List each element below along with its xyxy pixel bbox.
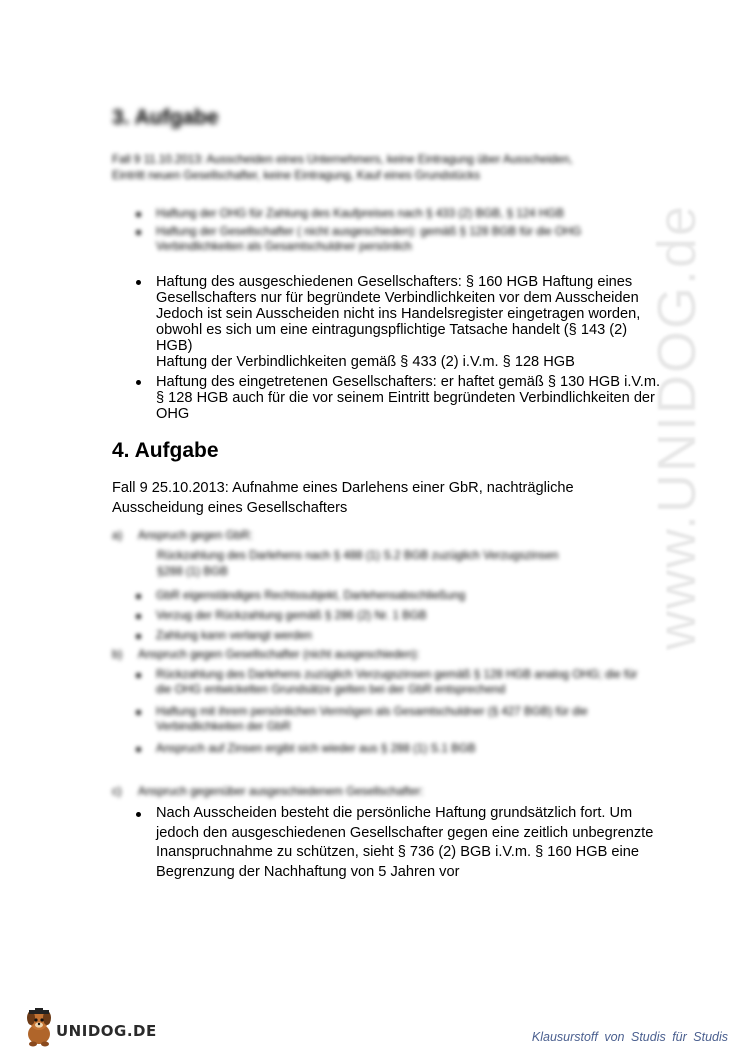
unidog-logo[interactable]: [22, 1008, 162, 1048]
list-item: Anspruch auf Zinsen ergibt sich wieder aus § 288 (1) S.1 BGB: [112, 741, 672, 756]
list-item: Haftung des eingetretenen Gesellschafters: er haftet gemäß § 130 HGB i.V.m. § 128 HGB auch für die vor seinem Eintritt begründeten Verbindlichkeiten der OHG: [112, 374, 672, 422]
watermark: www.UNIDOG.de: [647, 203, 707, 650]
section-3-bullets-2: [112, 374, 672, 422]
list-item: Haftung mit ihrem persönlichen Vermögen als Gesamtschuldner (§ 427 BGB) für die Verbindlichkeiten der GbR: [112, 704, 656, 734]
list-item: Haftung der Gesellschafter ( nicht ausgeschieden): gemäß § 128 BGB für die OHG Verbindlichkeiten als Gesamtschuldner persönlich: [112, 224, 626, 254]
section-3-bullets: [112, 274, 672, 370]
outline-a-bullets: [112, 588, 672, 643]
outline-b-bullets: [112, 667, 672, 756]
section-3-blurred-bullets: [112, 206, 672, 254]
list-item: GbR eigenständiges Rechtssubjekt, Darlehensabschließung: [112, 588, 672, 603]
outline-a-sub: Rückzahlung des Darlehens nach § 488 (1) S.2 BGB zuzüglich Verzugszinsen §288 (1) BGB: [157, 549, 559, 578]
outline-c-bullets: [112, 804, 672, 882]
dog-icon: [22, 1008, 58, 1048]
section-4-heading: 4. Aufgabe: [112, 439, 219, 462]
footer-tagline: Klausurstoff von Studis für Studis: [531, 1030, 728, 1044]
list-item: Zahlung kann verlangt werden: [112, 628, 672, 643]
list-item: Rückzahlung des Darlehens zuzüglich Verzugszinsen gemäß § 128 HGB analog OHG; die für die OHG entwickelten Grundsätze gelten bei der GbR entsprechend: [112, 667, 656, 697]
list-item: Haftung der OHG für Zahlung des Kaufpreises nach § 433 (2) BGB, § 124 HGB: [112, 206, 626, 221]
section-4-intro: Fall 9 25.10.2013: Aufnahme eines Darlehens einer GbR, nachträgliche Ausscheidung eines Gesellschafters: [112, 480, 574, 516]
logo-text: UNIDOG.DE: [56, 1022, 157, 1040]
section-3-intro: Fall 9 11.10.2013: Ausscheiden eines Unternehmers, keine Eintragung über Ausscheiden, Eintritt neuen Gesellschafter, keine Eintragung, Kauf eines Grundstücks: [112, 153, 573, 182]
section-3-heading: 3. Aufgabe: [112, 106, 219, 129]
list-item: Haftung des ausgeschiedenen Gesellschafters: § 160 HGB Haftung eines Gesellschafters nur für begründete Verbindlichkeiten vor dem Ausscheiden Jedoch ist sein Ausscheiden nicht ins Handelsregister eingetragen worden, obwohl es sich um eine eintragungspflichtige Tatsache handelt (§ 143 (2) HGB) Haftung der Verbindlichkeiten gemäß § 433 (2) i.V.m. § 128 HGB: [112, 274, 672, 370]
list-item: Verzug der Rückzahlung gemäß § 286 (2) Nr. 1 BGB: [112, 608, 672, 623]
list-item: Nach Ausscheiden besteht die persönliche Haftung grundsätzlich fort. Um jedoch den ausgeschiedenen Gesellschafter gegen eine zeitlich unbegrenzte Inanspruchnahme zu schützen, sieht § 736 (2) BGB i.V.m. § 160 HGB eine Begrenzung der Nachhaftung von 5 Jahren vor: [112, 804, 672, 882]
